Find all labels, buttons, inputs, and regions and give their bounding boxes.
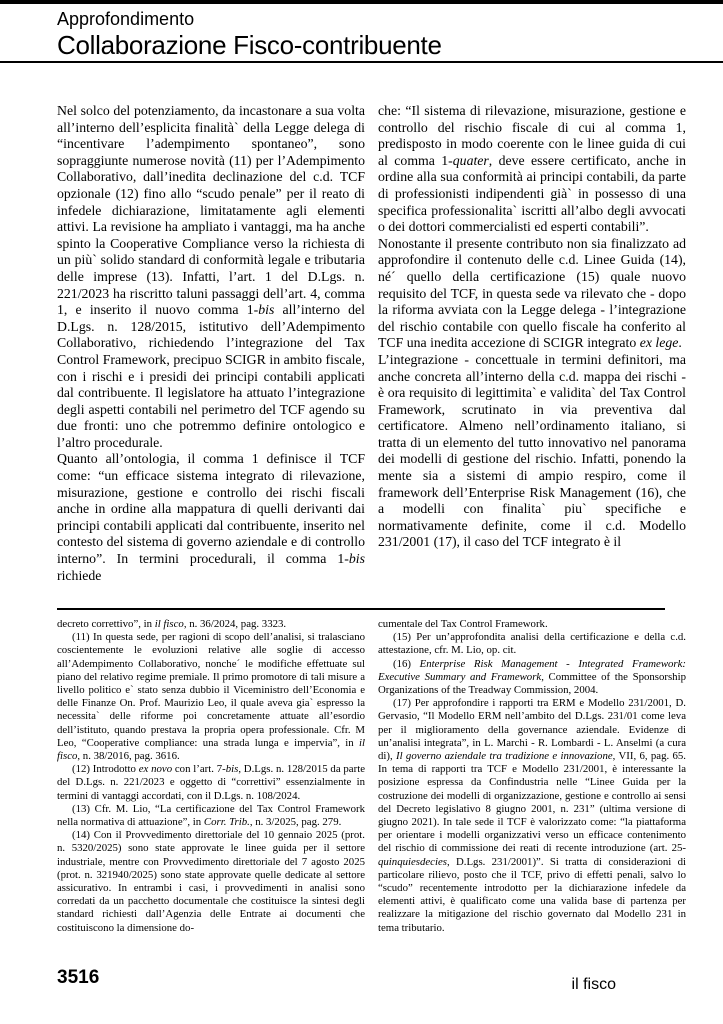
article-body [57, 103, 686, 584]
text-run: (11) In questa sede, per ragioni di scopo dell’analisi, si tralasciano coscientemente le evoluzioni relative alle soglie di accesso all’Adempimento Collaborativo, nonche´ le modifiche effettuate sul piano del relativo regime premiale. Il primo promotore di tali misure a livello politico e` stato senza dubbio il Viceministro dell’Economia e delle Finanze On. Prof. Maurizio Leo, il quale aveva gia` espresso la necessita` delle riforme poi concretamente attuate all’esordio dell’istituto, quando prestava la propria opera professionale. Cfr. M Leo, “Cooperative compliance: una strada lunga e impervia”, in [57, 631, 365, 749]
text-run: (15) Per un’approfondita analisi della certificazione e della c.d. attestazione, cfr. M. Lio, op. cit. [378, 631, 686, 657]
footnote-15 [378, 631, 686, 657]
body-paragraph-2 [57, 451, 365, 584]
text-run: (16) [393, 657, 420, 670]
italic-text-run: bis [348, 551, 365, 567]
footnote-17 [378, 697, 686, 935]
article-title: Collaborazione Fisco-contribuente [57, 30, 442, 60]
top-rule [0, 0, 723, 4]
body-paragraph-1 [57, 103, 365, 451]
italic-text-run: ex novo [138, 763, 173, 776]
text-run: Nonostante il presente contributo non sia finalizzato ad approfondire il contenuto delle c.d. Linee Guida (14), né´ quello della certificazione (15) quale nuovo requisito del TCF, in questa sede va rilevato che - dopo la riforma avviata con la Legge delega - l’integrazione del rischio contabile con quello fiscale ha conferito al TCF una inedita accezione di SCIGR integrato [378, 235, 686, 351]
text-run: con l’art. 7- [172, 763, 226, 776]
italic-text-run: bis [225, 763, 239, 776]
footnote-14-continuation [378, 618, 686, 631]
body-paragraph-5 [378, 352, 686, 551]
footnotes-column-right [378, 618, 686, 935]
body-column-left [57, 103, 365, 584]
section-kicker: Approfondimento [57, 9, 195, 29]
italic-text-run: il fisco [154, 618, 184, 630]
header-rule [0, 61, 723, 63]
journal-name: il fisco [571, 976, 616, 993]
italic-text-run: Enterprise Risk Management - Integrated Framework: Executive Summary and Framework [378, 657, 687, 683]
footnotes [57, 618, 686, 935]
body-paragraph-4 [378, 236, 686, 352]
text-run: , D.Lgs. n. 128/2015 da parte del D.Lgs. n. 221/2023 e oggetto di “correttivi” essenzialmente in termini di vantaggi accordati, con il D.Lgs. n. 108/2024. [57, 763, 365, 802]
footnote-13 [57, 803, 365, 829]
text-run: , n. 38/2016, pag. 3616. [77, 750, 180, 763]
text-run: , Committee of the Sponsorship Organizations of the Treadway Commission, 2004. [378, 670, 686, 697]
footnote-separator [57, 608, 665, 610]
italic-text-run: ex lege [639, 335, 679, 351]
text-run: . [678, 335, 682, 351]
page-number: 3516 [57, 967, 100, 988]
footnote-12 [57, 763, 365, 803]
italic-text-run: quinquiesdecies [378, 855, 447, 868]
footnote-14 [57, 829, 365, 935]
text-run: richiede [57, 567, 102, 583]
body-column-right [378, 103, 686, 584]
text-run: decreto correttivo”, in [57, 618, 155, 630]
text-run: (13) Cfr. M. Lio, “La certificazione del Tax Control Framework nella normativa di attuazione”, in [57, 802, 365, 829]
text-run: (14) Con il Provvedimento direttoriale del 10 gennaio 2025 (prot. n. 5320/2025) sono state approvate le linee guida per il settore industriale, mentre con Provvedimento direttoriale del 7 agosto 2025 (prot. n. 321940/2025) sono state approvate quelle dedicate al settore assicurativo. In entrambi i casi, i provvedimenti in analisi sono corredati da un pacchetto documentale che costituisce la sintesi degli standard richiesti dall’Agenzia delle Entrate ai documenti che costituiscono la dimensione do- [57, 829, 365, 934]
text-run: L’integrazione - concettuale in termini definitori, ma anche concreta all’interno della c.d. mappa dei rischi - è ora requisito di legittimita` e validita` del Tax Control Framework, scrutinato in via preventiva dal certificatore. Almeno nell’ordinamento italiano, si tratta di un elemento del tutto innovativo nel panorama dei modelli di gestione del rischio. Infatti, ponendo la mente sia a sistemi di ampio respiro, come il framework dell’Enterprise Risk Management (16), che a modelli con finalita` piu` specifiche e normativamente definite, come il c.d. Modello 231/2001 (17), il caso del TCF integrato è il [378, 351, 686, 550]
text-run: all’interno del D.Lgs. n. 128/2015, istitutivo dell’Adempimento Collaborativo, richiedendo l’integrazione del Tax Control Framework, precipuo SCIGR in ambito fiscale, con i rischi e i presidi dei principi contabili applicati dal contribuente. Il legislatore ha attuato l’integrazione degli aspetti contabili nel perimetro del TCF agendo su due fronti: uno che potremmo definire ontologico e l’altro procedurale. [57, 302, 366, 450]
text-run: (12) Introdotto [72, 763, 139, 776]
footnotes-column-left [57, 618, 365, 935]
footnote-16 [378, 658, 686, 698]
text-run: , VII, 6, pag. 65. In tema di rapporti tra TCF e Modello 231/2001, è interessante la posizione espressa da Confindustria nelle “Linee Guida per la costruzione dei modelli di organizzazione, gestione e controllo ai sensi del Decreto legislativo 8 giugno 2001, n. 231” (ultima versione di giugno 2021). In tale sede il TCF è valorizzato come: “la piattaforma per orientare i modelli organizzativi verso un efficace contenimento del rischio di commissione dei reati di recente introduzione (art. 25- [378, 750, 686, 855]
body-paragraph-3 [378, 103, 686, 236]
footnote-10-continuation [57, 618, 365, 631]
text-run: Nel solco del potenziamento, da incastonare a sua volta all’interno dell’esplicita finalità` della Legge delega di “incentivare l’adempimento spontaneo”, sono sopraggiunte numerose novità (11) per l’Adempimento Collaborativo, dall’inedita declinazione del c.d. TCF opzionale (12) fino allo “scudo penale” per il reato di infedele dichiarazione, limitatamente agli elementi attivi. La revisione ha ampliato i vantaggi, ma ha anche spinto la Cooperative Compliance verso la richiesta di un più` solido standard di conformità legale e tributaria delle imprese (13). Infatti, l’art. 1 del D.Lgs. n. 221/2023 ha riscritto taluni passaggi dell’art. 4, comma 1, e inserito il nuovo comma 1- [57, 103, 365, 318]
text-run: , D.Lgs. 231/2001)”. Si tratta di considerazioni di particolare rilievo, posto che il TCF, privo di effetti penali, salvo lo “scudo” recentemente introdotto per la dichiarazione infedele da elementi attivi, è qualificato come una valida base di partenza per realizzare la mitigazione del rischio governato dal Modello 231 in tema tributario. [378, 855, 686, 934]
text-run: , deve essere certificato, anche in ordine alla sua conformità ai principi contabili, da parte di professionisti indipendenti già` in possesso di una specifica professionalita` iscritti all’albo degli avvocati o dei dottori commercialisti ed esperti contabili”. [378, 152, 686, 235]
text-run: che: “Il sistema di rilevazione, misurazione, gestione e controllo del rischio fiscale di cui al comma 1, predisposto in modo coerente con le linee guida di cui al comma 1- [378, 103, 686, 168]
text-run: cumentale del Tax Control Framework. [378, 618, 548, 630]
text-run: , n. 3/2025, pag. 279. [249, 816, 342, 829]
text-run: , n. 36/2024, pag. 3323. [183, 618, 287, 630]
italic-text-run: Corr. Trib. [203, 816, 250, 829]
footnote-11 [57, 631, 365, 763]
article-header [57, 8, 695, 60]
italic-text-run: bis [258, 302, 275, 318]
text-run: Quanto all’ontologia, il comma 1 definisce il TCF come: “un efficace sistema integrato di rilevazione, misurazione, gestione e controllo dei rischi fiscali anche in ordine alla mappatura di quelli derivanti dai principi contabili applicati dal contribuente, inserito nel contesto del sistema di governo aziendale e di controllo interno”. In termini procedurali, il comma 1- [57, 451, 365, 567]
italic-text-run: il fisco [57, 736, 365, 763]
italic-text-run: Il governo aziendale tra tradizione e innovazione [396, 750, 613, 763]
text-run: (17) Per approfondire i rapporti tra ERM e Modello 231/2001, D. Gervasio, “Il Modello ERM nell’ambito del D.Lgs. 231/01 come leva per il miglioramento della governance aziendale. Evidenze di un’analisi integrata”, in L. Marchi - R. Lombardi - L. Anselmi (a cura di), [378, 697, 686, 763]
italic-text-run: quater [452, 152, 489, 168]
